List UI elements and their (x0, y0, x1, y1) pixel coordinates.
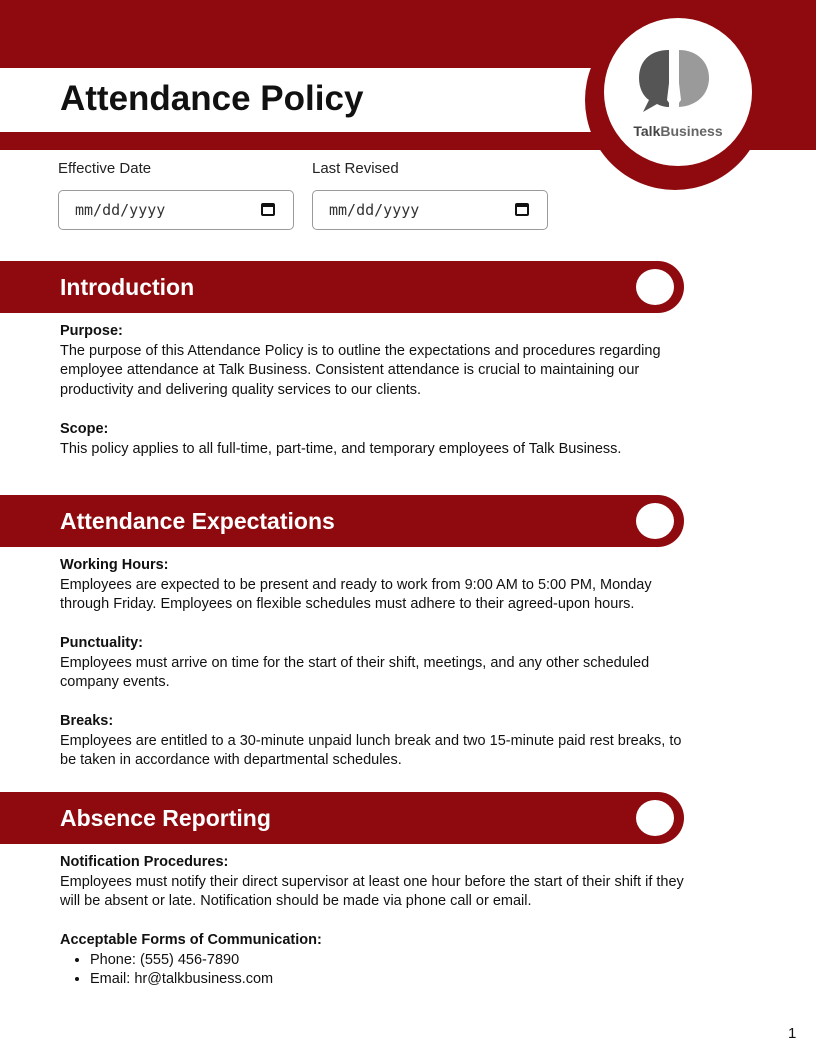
punctuality-block (60, 634, 700, 693)
effective-date-label: Effective Date (58, 160, 152, 177)
communication-forms-block (60, 931, 700, 990)
section-header-absence-reporting (0, 792, 684, 844)
notification-procedures-block (60, 853, 700, 912)
logo-wordmark (604, 123, 752, 139)
section-title: Attendance Expectations (60, 508, 335, 534)
last-revised-input[interactable] (312, 190, 548, 230)
working-hours-block (60, 556, 700, 615)
block-label: Breaks: (60, 713, 114, 729)
talk-business-logo-icon (637, 48, 711, 114)
effective-date-input[interactable] (58, 190, 294, 230)
section-dot (636, 269, 674, 305)
section-header-introduction (0, 261, 684, 313)
block-text: This policy applies to all full-time, part-time, and temporary employees of Talk Business. (60, 440, 622, 457)
block-label: Working Hours: (60, 557, 169, 573)
page-title: Attendance Policy (60, 79, 364, 118)
calendar-icon[interactable] (261, 203, 275, 216)
logo-word-business: Business (660, 123, 723, 139)
calendar-icon[interactable] (515, 203, 529, 216)
purpose-block (60, 322, 700, 400)
section-title: Introduction (60, 274, 195, 300)
section-header-attendance-expectations (0, 495, 684, 547)
block-label: Notification Procedures: (60, 854, 229, 870)
section-title: Absence Reporting (60, 805, 271, 831)
last-revised-label: Last Revised (312, 160, 399, 177)
scope-block (60, 420, 700, 459)
block-label: Punctuality: (60, 635, 143, 651)
section-dot (636, 503, 674, 539)
logo-word-talk: Talk (633, 123, 661, 139)
block-text: Employees must notify their direct supervisor at least one hour before the start of their shift if they will be absent or late. Notification should be made via phone call or email. (60, 873, 684, 909)
list-item: • Email: hr@talkbusiness.com (90, 970, 700, 990)
block-text: The purpose of this Attendance Policy is to outline the expectations and procedures regarding employee attendance at Talk Business. Consistent attendance is crucial to maintaining our productivity and delivering quality services to our clients. (60, 342, 661, 398)
block-label: Purpose: (60, 323, 123, 339)
section-dot (636, 800, 674, 836)
page-number: 1 (788, 1025, 797, 1042)
communication-list (60, 951, 700, 990)
list-item: • Phone: (555) 456-7890 (90, 951, 700, 971)
block-label: Acceptable Forms of Communication: (60, 932, 322, 948)
block-text: Employees are expected to be present and ready to work from 9:00 AM to 5:00 PM, Monday through Friday. Employees on flexible schedules must adhere to their agreed-upon hours. (60, 576, 652, 612)
breaks-block (60, 712, 700, 771)
block-text: Employees must arrive on time for the start of their shift, meetings, and any other scheduled company events. (60, 654, 650, 690)
block-text: Employees are entitled to a 30-minute unpaid lunch break and two 15-minute paid rest breaks, to be taken in accordance with departmental schedules. (60, 732, 682, 768)
block-label: Scope: (60, 421, 109, 437)
